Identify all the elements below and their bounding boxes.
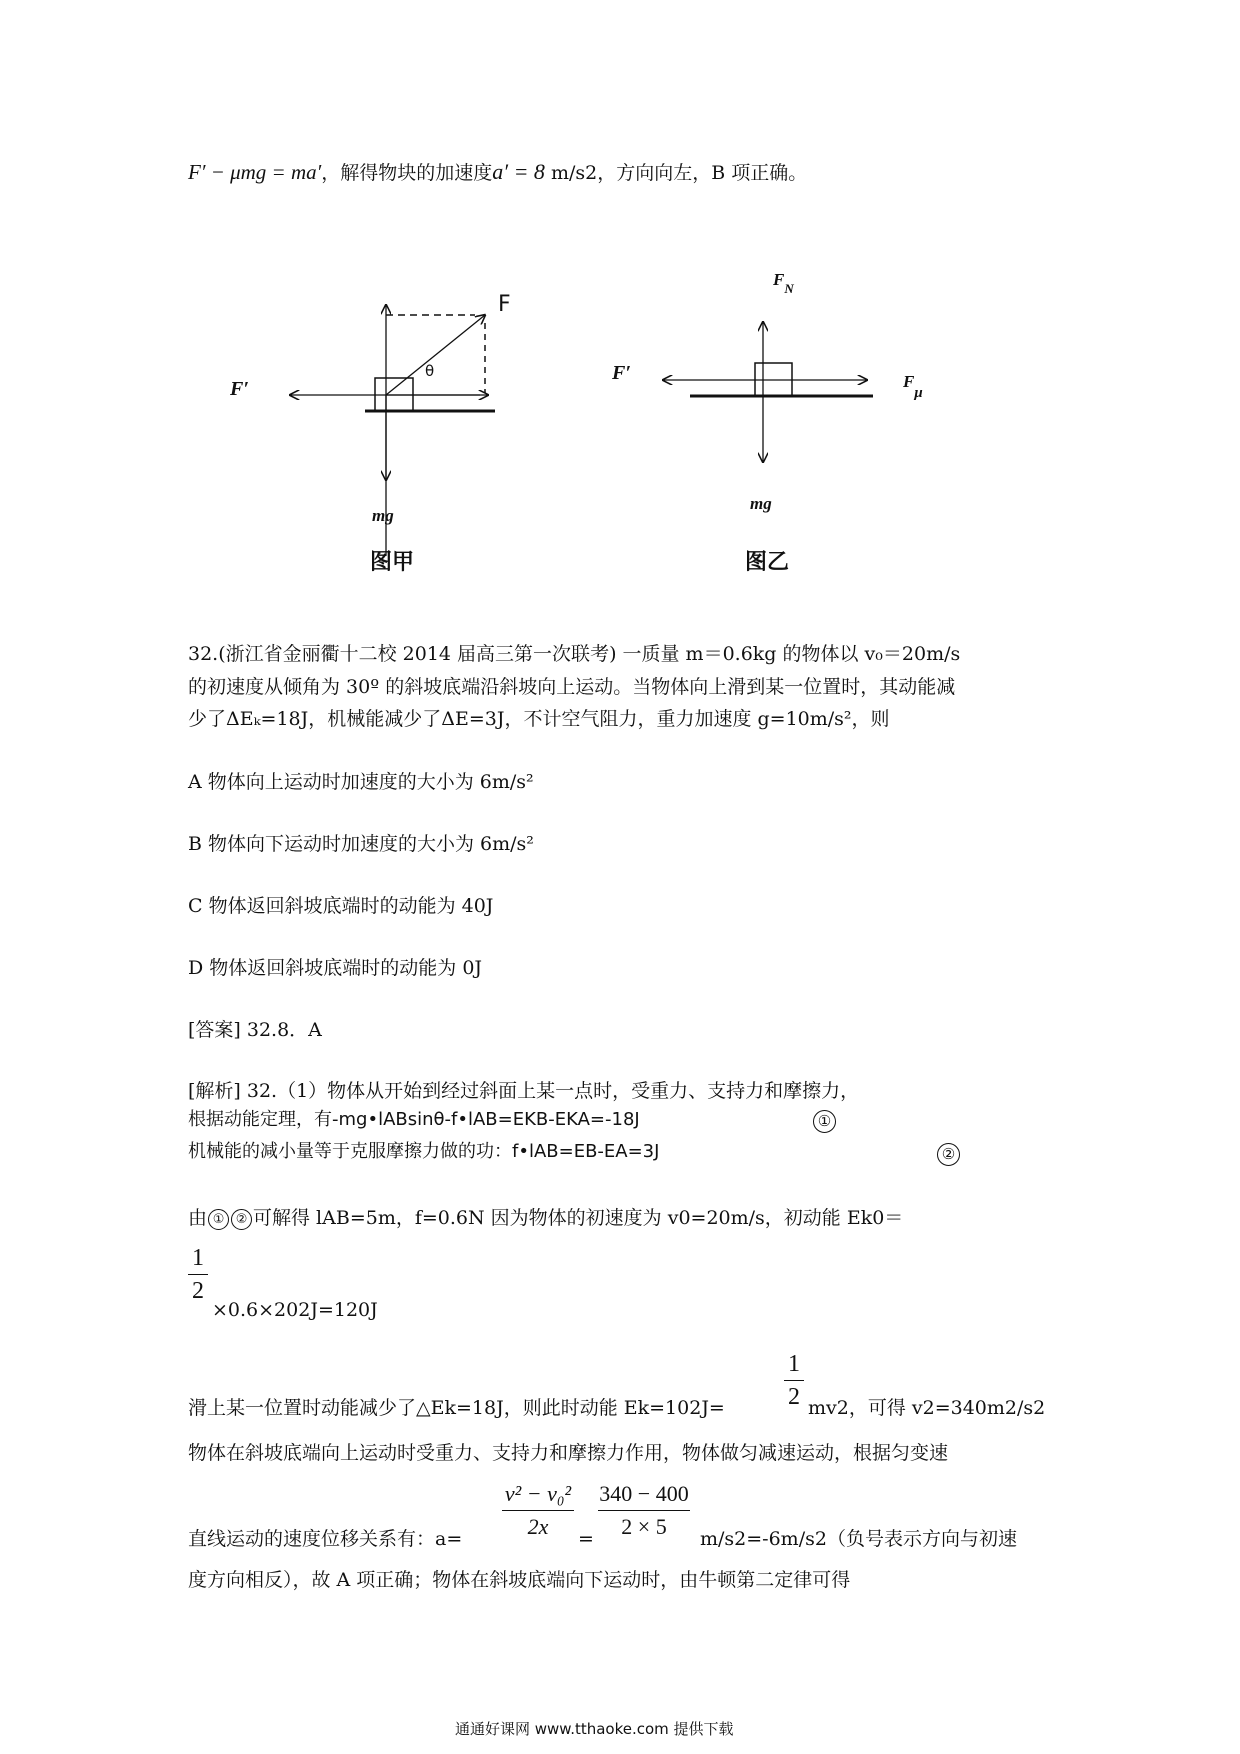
force-equation: F′ − μmg = ma′ xyxy=(188,160,322,184)
analysis-line-6-pre: 滑上某一位置时动能减少了△Ek=18J，则此时动能 Ek=102J= xyxy=(188,1397,725,1419)
label-FN-right: $F_N$ xyxy=(773,270,794,296)
label-mg-right: mg xyxy=(750,494,772,513)
analysis-line-8-pre: 直线运动的速度位移关系有：a= xyxy=(188,1528,463,1550)
equation-marker-1: ① xyxy=(813,1110,836,1133)
analysis-line-9: 度方向相反），故 A 项正确；物体在斜坡底端向下运动时，由牛顿第二定律可得 xyxy=(188,1569,851,1591)
ref-marker-1: ① xyxy=(208,1209,229,1230)
fraction-velocity: v² − v₀² 2x xyxy=(502,1480,574,1541)
option-d: D 物体返回斜坡底端时的动能为 0J xyxy=(188,957,483,979)
analysis-line-7: 物体在斜坡底端向上运动时受重力、支持力和摩擦力作用，物体做匀减速运动，根据匀变速 xyxy=(188,1442,949,1464)
option-b: B 物体向下运动时加速度的大小为 6m/s² xyxy=(188,833,534,855)
label-Fmu-right: Fμ xyxy=(903,372,923,401)
question-line-1: 32.(浙江省金丽衢十二校 2014 届高三第一次联考) 一质量 m＝0.6kg 的物体以 v₀＝20m/s xyxy=(188,643,961,665)
formula-line xyxy=(188,160,807,185)
label-theta-left: θ xyxy=(425,362,435,380)
text-solve-accel: ，解得物块的加速度 xyxy=(321,162,493,184)
analysis-line-8-post: m/s2=-6m/s2（负号表示方向与初速 xyxy=(700,1528,1017,1550)
analysis-line-2: 根据动能定理，有-mg•lABsinθ-f•lAB=EKB-EKA=-18J xyxy=(188,1109,640,1130)
equals-sign: = xyxy=(578,1528,594,1550)
fraction-half-1: 1 2 xyxy=(188,1244,208,1305)
analysis-line-6-post: mv2，可得 v2=340m2/s2 xyxy=(808,1397,1046,1419)
option-c: C 物体返回斜坡底端时的动能为 40J xyxy=(188,895,494,917)
figure-right-diagram xyxy=(655,310,955,510)
equation-marker-2: ② xyxy=(937,1143,960,1166)
analysis-line-3: 机械能的减小量等于克服摩擦力做的功：f•lAB=EB-EA=3J xyxy=(188,1141,660,1162)
label-F-left: F xyxy=(498,292,511,317)
caption-figure-left: 图甲 xyxy=(370,550,415,575)
analysis-line-4: 由 ① ② 可解得 lAB=5m，f=0.6N 因为物体的初速度为 v0=20m/s，初动能 Ek0＝ xyxy=(188,1207,904,1229)
label-mg-left: mg xyxy=(372,506,394,525)
figure-left-diagram xyxy=(280,285,580,515)
label-Fprime-right: F′ xyxy=(612,362,631,384)
analysis-line-1: [解析] 32.（1）物体从开始到经过斜面上某一点时，受重力、支持力和摩擦力， xyxy=(188,1080,860,1102)
fraction-numeric: 340 − 400 2 × 5 xyxy=(599,1481,689,1539)
question-line-2: 的初速度从倾角为 30º 的斜坡底端沿斜坡向上运动。当物体向上滑到某一位置时，其动能减 xyxy=(188,676,956,698)
question-line-3: 少了ΔEₖ=18J，机械能减少了ΔE=3J，不计空气阻力，重力加速度 g=10m/s²，则 xyxy=(188,708,890,730)
text-direction: m/s2，方向向左，B 项正确。 xyxy=(544,162,808,184)
option-a: A 物体向上运动时加速度的大小为 6m/s² xyxy=(188,771,534,793)
analysis-line-5: ×0.6×202J=120J xyxy=(212,1299,378,1321)
page-footer: 通通好课网 www.tthaoke.com 提供下载 xyxy=(455,1720,734,1738)
answer-line: [答案] 32.8．A xyxy=(188,1019,322,1041)
ref-marker-2: ② xyxy=(231,1209,252,1230)
caption-figure-right: 图乙 xyxy=(745,550,790,575)
fraction-half-2: 1 2 xyxy=(784,1350,804,1411)
label-Fprime-left: F′ xyxy=(230,378,249,400)
accel-value: a′ = 8 xyxy=(492,159,545,184)
